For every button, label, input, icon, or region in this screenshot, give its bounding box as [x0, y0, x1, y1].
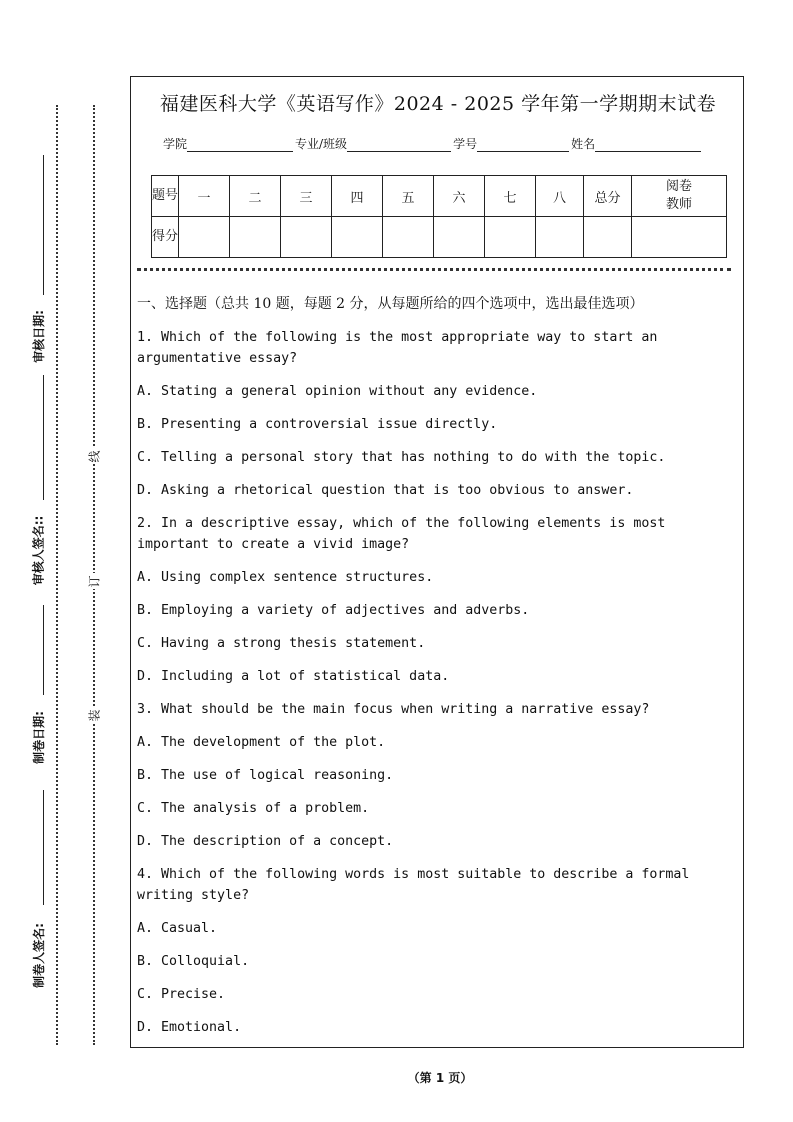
- question-text: 1. Which of the following is the most appropriate way to start an argumentative essay?: [137, 330, 658, 366]
- option: C. Telling a personal story that has nothing to do with the topic.: [137, 450, 666, 465]
- column-header: 二: [230, 176, 281, 217]
- question-block: [137, 513, 741, 687]
- score-cell[interactable]: [281, 217, 332, 258]
- column-header: 八: [536, 176, 584, 217]
- column-header: 六: [434, 176, 485, 217]
- option: D. Including a lot of statistical data.: [137, 669, 450, 684]
- field-blank-name[interactable]: [595, 137, 701, 152]
- question-text: 2. In a descriptive essay, which of the following elements is most important to create a vivid image?: [137, 516, 666, 552]
- question-text: 4. Which of the following words is most suitable to describe a formal writing style?: [137, 867, 690, 903]
- column-header: 四: [332, 176, 383, 217]
- questions-list: [137, 327, 741, 1050]
- margin-label: 制卷人签名:: [31, 922, 46, 988]
- field-blank-student-id[interactable]: [477, 137, 569, 152]
- column-header: 五: [383, 176, 434, 217]
- score-cell[interactable]: [383, 217, 434, 258]
- option: A. Stating a general opinion without any evidence.: [137, 384, 538, 399]
- question-block: [137, 699, 741, 852]
- score-cell[interactable]: [485, 217, 536, 258]
- margin-label: 审核日期:: [31, 309, 46, 363]
- column-header-grader: 阅卷教师: [632, 176, 727, 217]
- option: B. The use of logical reasoning.: [137, 768, 394, 783]
- field-blank-major-class[interactable]: [347, 137, 451, 152]
- field-label-major-class: 专业/班级: [295, 137, 348, 151]
- option: D. Asking a rhetorical question that is too obvious to answer.: [137, 483, 634, 498]
- exam-title: 福建医科大学《英语写作》2024 - 2025 学年第一学期期末试卷: [159, 93, 717, 115]
- score-cell[interactable]: [230, 217, 281, 258]
- page-footer: （第 1 页）: [407, 1071, 473, 1085]
- option: C. Precise.: [137, 987, 226, 1002]
- score-cell-total[interactable]: [584, 217, 632, 258]
- score-table-score-row: [152, 217, 727, 258]
- field-blank-college[interactable]: [187, 137, 293, 152]
- option: B. Colloquial.: [137, 954, 250, 969]
- row-head-score: 得分: [152, 217, 179, 258]
- margin-blank-line: [43, 155, 44, 295]
- score-cell[interactable]: [179, 217, 230, 258]
- score-table: [151, 175, 727, 258]
- margin-label: 审核人签名::: [31, 515, 46, 585]
- option: B. Employing a variety of adjectives and adverbs.: [137, 603, 530, 618]
- option: A. Casual.: [137, 921, 218, 936]
- option: B. Presenting a controversial issue directly.: [137, 417, 498, 432]
- column-header: 七: [485, 176, 536, 217]
- section-title: 一、选择题（总共 10 题，每题 2 分，从每题所给的四个选项中，选出最佳选项）: [137, 296, 644, 312]
- dotted-separator: [137, 268, 731, 271]
- column-header-total: 总分: [584, 176, 632, 217]
- option: C. Having a strong thesis statement.: [137, 636, 426, 651]
- option: A. The development of the plot.: [137, 735, 386, 750]
- option: C. The analysis of a problem.: [137, 801, 370, 816]
- margin-blank-line: [43, 375, 44, 500]
- column-header: 一: [179, 176, 230, 217]
- question-block: [137, 327, 741, 501]
- student-info-row: [163, 135, 703, 152]
- field-label-college: 学院: [163, 137, 188, 151]
- field-label-name: 姓名: [571, 137, 596, 151]
- score-cell[interactable]: [434, 217, 485, 258]
- column-header: 三: [281, 176, 332, 217]
- bind-char-ding: 订: [87, 574, 102, 588]
- score-cell-grader[interactable]: [632, 217, 727, 258]
- option: D. Emotional.: [137, 1020, 242, 1035]
- question-block: [137, 864, 741, 1038]
- margin-blank-line: [43, 790, 44, 905]
- margin-blank-line: [43, 605, 44, 695]
- exam-frame: [130, 76, 744, 1048]
- row-head-question-number: 题号: [152, 176, 179, 217]
- margin-label: 制卷日期:: [31, 710, 46, 764]
- bind-char-zhuang: 装: [87, 708, 102, 722]
- score-table-header-row: [152, 176, 727, 217]
- option: D. The description of a concept.: [137, 834, 394, 849]
- field-label-student-id: 学号: [453, 137, 478, 151]
- bind-char-xian: 线: [87, 449, 102, 463]
- question-text: 3. What should be the main focus when writing a narrative essay?: [137, 702, 650, 717]
- score-cell[interactable]: [536, 217, 584, 258]
- option: A. Using complex sentence structures.: [137, 570, 434, 585]
- score-cell[interactable]: [332, 217, 383, 258]
